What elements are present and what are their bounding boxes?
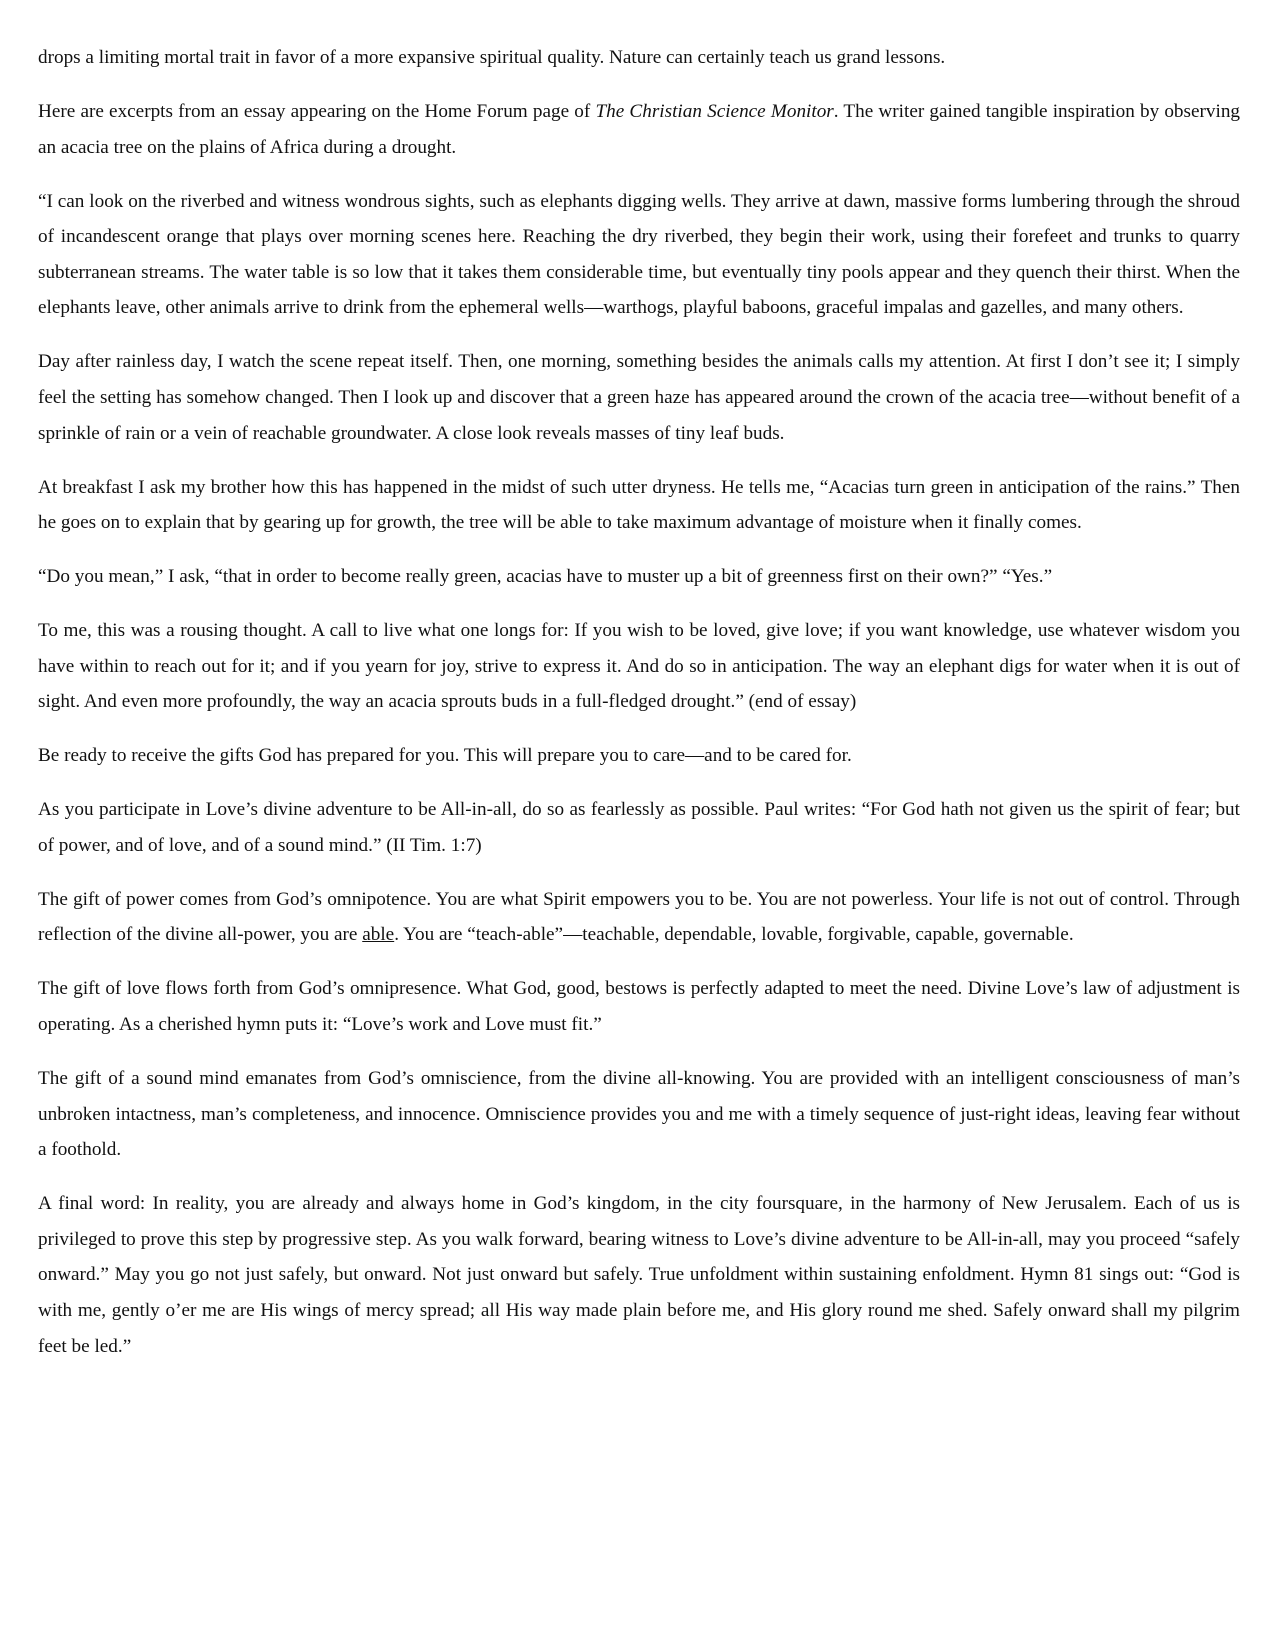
paragraph-rousing-thought: To me, this was a rousing thought. A call to live what one longs for: If you wish to be loved, give love; if you want knowledge, use whatever wisdom you have within to reach out for it; and if you yearn for joy, strive to express it. And do so in anticipation. The way an elephant digs for water when it is out of sight. And even more profoundly, the way an acacia sprouts buds in a full-fledged drought.” (end of essay) — [38, 620, 1240, 713]
paragraph-final-word: A final word: In reality, you are already and always home in God’s kingdom, in the city foursquare, in the harmony of New Jerusalem. Each of us is privileged to prove this step by progressive step. As you walk forward, bearing witness to Love’s divine adventure to be All-in-all, may you proceed “safely onward.” May you go not just safely, but onward. Not just onward but safely. True unfoldment within sustaining enfoldment. Hymn 81 sings out: “God is with me, gently o’er me are His wings of mercy spread; all His way made plain before me, and His glory round me shed. Safely onward shall my pilgrim feet be led.” — [38, 1193, 1240, 1357]
gift-of-power-text: The gift of power comes from God’s omnipotence. You are what Spirit empowers you to be. You are not powerless. Your life is not out of control. Through reflection of the divine all-power, you are — [38, 888, 1240, 946]
publication-title: The Christian Science Monitor — [595, 100, 834, 122]
paragraph-nature-lessons: drops a limiting mortal trait in favor of a more expansive spiritual quality. Nature can certainly teach us grand lessons. — [38, 47, 946, 68]
gift-of-power-text-end: . You are “teach-able”—teachable, dependable, lovable, forgivable, capable, governable. — [394, 924, 1074, 946]
essay-intro-text-end: . The writer gained tangible inspiration by observing an acacia tree on the plains of Africa during a drought. — [38, 100, 1241, 158]
paragraph-gift-of-love: The gift of love flows forth from God’s omnipresence. What God, good, bestows is perfectly adapted to meet the need. Divine Love’s law of adjustment is operating. As a cherished hymn puts it: “Love’s work and Love must fit.” — [38, 978, 1240, 1035]
paragraph-fearlessly: As you participate in Love’s divine adventure to be All-in-all, do so as fearlessly as possible. Paul writes: “For God hath not given us the spirit of fear; but of power, and of love, and of a sound mind.” (II Tim. 1:7) — [38, 799, 1240, 856]
paragraph-elephants-wells: “I can look on the riverbed and witness wondrous sights, such as elephants digging wells. They arrive at dawn, massive forms lumbering through the shroud of incandescent orange that plays over morning scenes here. Reaching the dry riverbed, they begin their work, using their forefeet and trunks to quarry subterranean streams. The water table is so low that it takes them considerable time, but eventually tiny pools appear and they quench their thirst. When the elephants leave, other animals arrive to drink from the ephemeral wells—warthogs, playful baboons, graceful impalas and gazelles, and many others. — [38, 190, 1240, 319]
paragraph-gift-of-sound-mind: The gift of a sound mind emanates from God’s omniscience, from the divine all-knowing. You are provided with an intelligent consciousness of man’s unbroken intactness, man’s completeness, and innocence. Omniscience provides you and me with a timely sequence of just-right ideas, leaving fear without a foothold. — [38, 1067, 1240, 1161]
paragraph-be-ready: Be ready to receive the gifts God has prepared for you. This will prepare you to care—and to be cared for. — [38, 745, 852, 767]
essay-intro-text: Here are excerpts from an essay appearing on the Home Forum page of — [38, 100, 596, 122]
paragraph-breakfast-brother: At breakfast I ask my brother how this has happened in the midst of such utter dryness. He tells me, “Acacias turn green in anticipation of the rains.” Then he goes on to explain that by gearing up for growth, the tree will be able to take maximum advantage of moisture when it finally comes. — [38, 476, 1240, 534]
paragraph-greenness-question: “Do you mean,” I ask, “that in order to become really green, acacias have to muster up a bit of greenness first on their own?” “Yes.” — [38, 566, 1053, 588]
underlined-word-able: able — [362, 924, 395, 946]
document-page — [38, 40, 1240, 1382]
paragraph-green-haze: Day after rainless day, I watch the scene repeat itself. Then, one morning, something besides the animals calls my attention. At first I don’t see it; I simply feel the setting has somehow changed. Then I look up and discover that a green haze has appeared around the crown of the acacia tree—without benefit of a sprinkle of rain or a vein of reachable groundwater. A close look reveals masses of tiny leaf buds. — [38, 351, 1240, 444]
paragraph-essay-intro — [38, 94, 1240, 165]
paragraph-gift-of-power — [38, 882, 1240, 953]
